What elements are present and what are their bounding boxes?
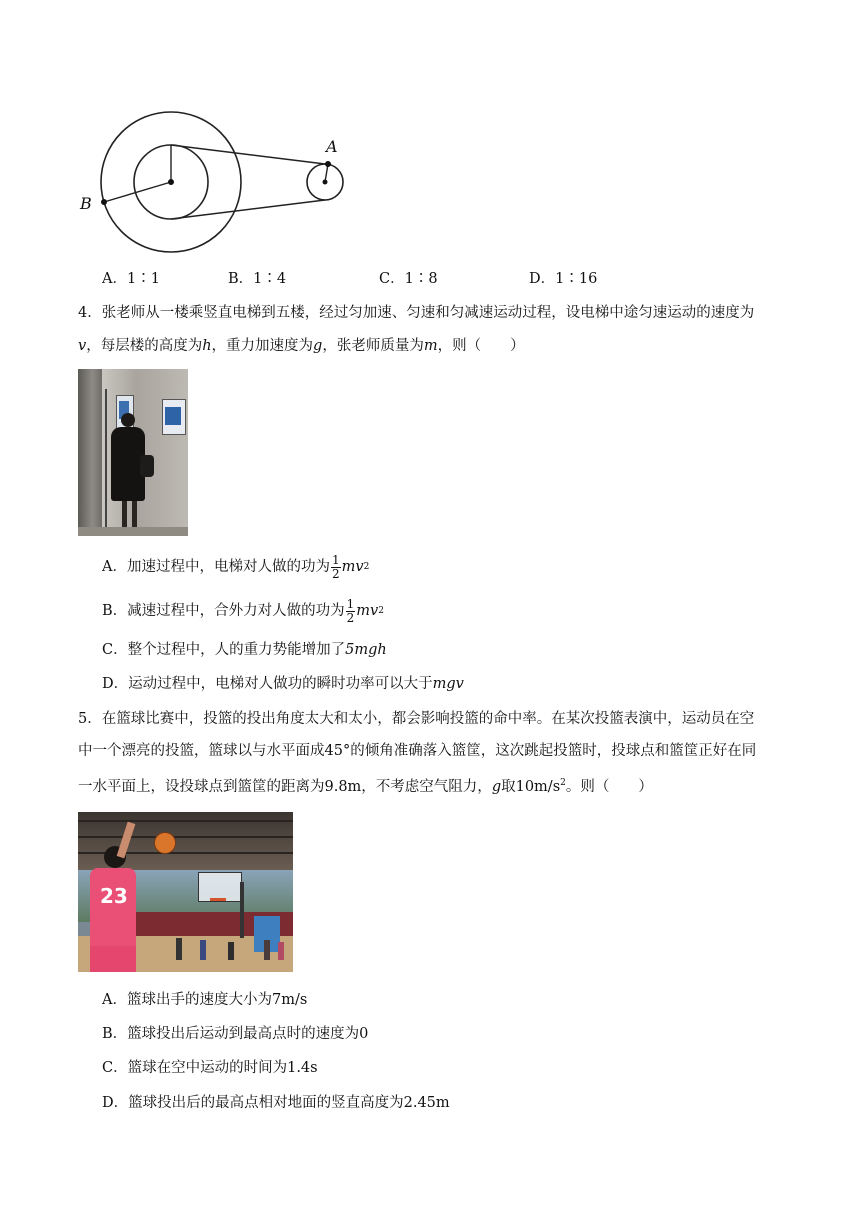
q3-option-d[interactable]: D．1∶16 bbox=[529, 271, 598, 287]
q4-stem-text: 张老师从一楼乘竖直电梯到五楼，经过匀加速、匀速和匀减速运动过程，设电梯中途匀速运动的速度为 bbox=[101, 305, 755, 321]
q3-option-a[interactable]: A．1∶1 bbox=[102, 271, 160, 287]
q4-option-d-text: D．运动过程中，电梯对人做功的瞬时功率可以大于 bbox=[102, 676, 433, 692]
var-g: g bbox=[313, 338, 323, 354]
fraction-half bbox=[331, 554, 341, 581]
pulley-diagram bbox=[76, 106, 356, 258]
jersey-number: 23 bbox=[100, 884, 128, 908]
frac-den: 2 bbox=[331, 566, 340, 581]
frac-den: 2 bbox=[346, 610, 355, 625]
q5-stem-text-c: 。则（ ） bbox=[565, 778, 653, 795]
q3-option-c[interactable]: C．1∶8 bbox=[379, 271, 438, 287]
point-a-label: A bbox=[326, 137, 338, 156]
frac-num: 1 bbox=[331, 552, 340, 567]
var-m: m bbox=[423, 338, 438, 354]
expr-mgv: mgv bbox=[432, 676, 464, 692]
q5-stem-text: 在篮球比赛中，投篮的投出角度太大和太小，都会影响投篮的命中率。在某次投篮表演中，运动员在空 bbox=[101, 711, 755, 727]
q4-option-d[interactable] bbox=[102, 674, 464, 694]
q4-stem-text-a: ，每层楼的高度为 bbox=[86, 338, 203, 354]
q4-option-c-text: C．整个过程中，人的重力势能增加了 bbox=[102, 642, 346, 658]
exp-2: 2 bbox=[363, 562, 370, 572]
q5-stem-line1 bbox=[78, 709, 754, 729]
var-v: v bbox=[78, 338, 87, 354]
point-b-label: B bbox=[80, 194, 92, 213]
q4-stem-text-c: ，张老师质量为 bbox=[322, 338, 424, 354]
var-g: g bbox=[491, 778, 502, 795]
q4-stem-line1 bbox=[78, 303, 754, 323]
exp-2: 2 bbox=[378, 606, 384, 616]
expr-mv: mv bbox=[356, 603, 379, 619]
q5-number: 5． bbox=[78, 711, 102, 727]
q4-stem-line2 bbox=[78, 336, 525, 356]
q4-option-b-text: B．减速过程中，合外力对人做的功为 bbox=[102, 603, 345, 619]
q4-number: 4． bbox=[78, 305, 102, 321]
q5-option-a[interactable]: A．篮球出手的速度大小为7m/s bbox=[102, 992, 308, 1008]
basketball-photo bbox=[78, 812, 293, 972]
expr-5mgh: 5mgh bbox=[345, 642, 387, 658]
q5-stem-text-a: 一水平面上，设投球点到篮筐的距离为9.8m，不考虑空气阻力， bbox=[78, 778, 492, 795]
q5-option-d[interactable]: D．篮球投出后的最高点相对地面的竖直高度为2.45m bbox=[102, 1095, 450, 1111]
q4-option-c[interactable] bbox=[102, 640, 387, 660]
q4-option-a[interactable] bbox=[102, 549, 369, 585]
q4-stem-text-d: ，则（ ） bbox=[437, 338, 525, 354]
q4-option-a-text: A．加速过程中，电梯对人做的功为 bbox=[102, 559, 330, 575]
frac-num: 1 bbox=[346, 596, 355, 611]
fraction-half bbox=[346, 598, 356, 625]
q5-stem-line3 bbox=[78, 773, 653, 797]
q4-stem-text-b: ，重力加速度为 bbox=[211, 338, 314, 354]
exp-2: 2 bbox=[560, 778, 566, 788]
expr-10ms2: 10m/s bbox=[515, 778, 561, 795]
var-h: h bbox=[202, 338, 212, 354]
q4-option-b[interactable] bbox=[102, 593, 384, 629]
q5-stem-text-b: 取 bbox=[501, 778, 516, 795]
elevator-photo bbox=[78, 369, 188, 536]
q5-option-c[interactable]: C．篮球在空中运动的时间为1.4s bbox=[102, 1060, 318, 1076]
q5-stem-line2: 中一个漂亮的投篮，篮球以与水平面成45°的倾角准确落入篮筐，这次跳起投篮时，投球点和篮筐正好在同 bbox=[78, 743, 757, 759]
q5-option-b[interactable]: B．篮球投出后运动到最高点时的速度为0 bbox=[102, 1026, 369, 1042]
q3-option-b[interactable]: B．1∶4 bbox=[228, 271, 287, 287]
expr-mv: mv bbox=[341, 559, 364, 575]
